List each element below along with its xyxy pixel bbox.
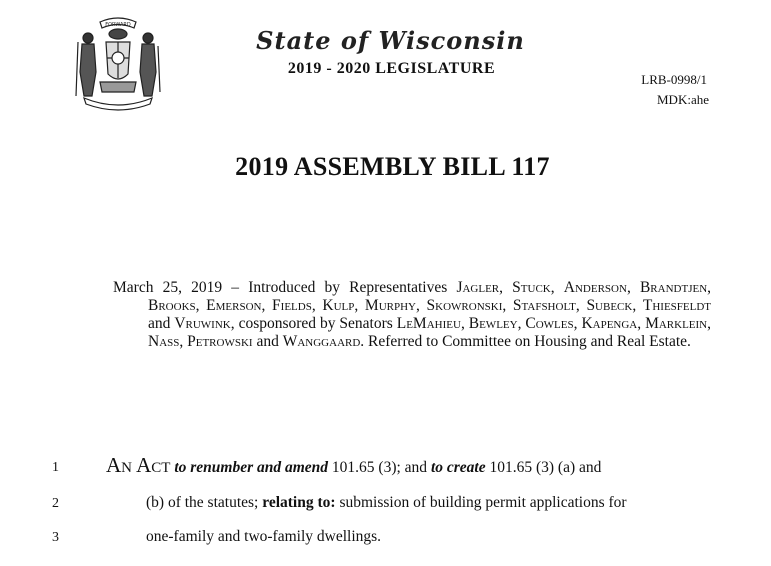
senator-name: Petrowski bbox=[187, 333, 253, 350]
rep-name: Brandtjen bbox=[639, 279, 708, 296]
intro-text: Introduced by Representatives bbox=[248, 279, 448, 296]
senator-name: Marklein bbox=[645, 315, 708, 332]
act-line-1 bbox=[106, 453, 601, 478]
act-line-3: one-family and two-family dwellings. bbox=[146, 528, 382, 545]
rep-name: Anderson bbox=[563, 279, 627, 296]
senator-name: Bewley bbox=[468, 315, 518, 332]
act-text: submission of building permit applications for bbox=[339, 494, 627, 511]
rep-name: Brooks bbox=[148, 297, 196, 314]
senator-name: LeMahieu bbox=[396, 315, 461, 332]
act-phrase: to renumber and amend bbox=[174, 459, 329, 476]
rep-name: Thiesfeldt bbox=[642, 297, 712, 314]
intro-date: March 25, 2019 bbox=[113, 279, 223, 296]
act-reference: 101.65 (3) (a) and bbox=[489, 459, 602, 476]
referral-text: Referred to Committee on Housing and Real Estate. bbox=[368, 333, 691, 350]
rep-name: Stuck bbox=[512, 279, 551, 296]
relating-to-label: relating to: bbox=[262, 494, 336, 511]
seal-banner-text: FORWARD bbox=[105, 22, 131, 28]
rep-name: Skowronski bbox=[426, 297, 503, 314]
rep-name: Kulp bbox=[322, 297, 355, 314]
line-number: 1 bbox=[52, 460, 59, 475]
rep-name: Murphy bbox=[364, 297, 416, 314]
act-reference: 101.65 (3); and bbox=[331, 459, 428, 476]
rep-name: Stafsholt bbox=[512, 297, 576, 314]
rep-name: Fields bbox=[272, 297, 312, 314]
rep-name: Emerson bbox=[206, 297, 262, 314]
line-number: 3 bbox=[52, 530, 59, 545]
cosponsor-text: cosponsored by Senators bbox=[238, 315, 393, 332]
act-text: (b) of the statutes; bbox=[146, 494, 259, 511]
legislature-session: 2019 - 2020 LEGISLATURE bbox=[287, 60, 496, 77]
rep-name: Jagler bbox=[456, 279, 500, 296]
act-line-2 bbox=[146, 494, 627, 512]
rep-name: Subeck bbox=[586, 297, 633, 314]
senator-name: Kapenga bbox=[581, 315, 638, 332]
an-act-heading: An Act bbox=[106, 453, 171, 477]
senator-name: Nass bbox=[148, 333, 180, 350]
line-number: 2 bbox=[52, 496, 59, 511]
drafter-code: MDK:ahe bbox=[657, 92, 709, 107]
introduction-paragraph: March 25, 2019 – Introduced by Representatives Jagler, Stuck, Anderson, Brandtjen, Brooks, Emerson, Fields, Kulp, Murphy, Skowronski, Stafsholt, Subeck, Thiesfeldt and Vruwink, cosponsored by Senators LeMahieu, Bewley, Cowles, Kapenga, Marklein, Nass, Petrowski and Wanggaard. Referred to Committee on Housing and Real Estate. bbox=[113, 279, 712, 350]
lrb-number: LRB-0998/1 bbox=[641, 72, 707, 87]
senator-name: Wanggaard bbox=[282, 333, 361, 350]
act-phrase: to create bbox=[430, 459, 486, 476]
senator-name: Cowles bbox=[525, 315, 574, 332]
bill-title: 2019 ASSEMBLY BILL 117 bbox=[235, 152, 550, 181]
rep-name: Vruwink bbox=[174, 315, 231, 332]
state-title: State of Wisconsin bbox=[256, 26, 525, 55]
